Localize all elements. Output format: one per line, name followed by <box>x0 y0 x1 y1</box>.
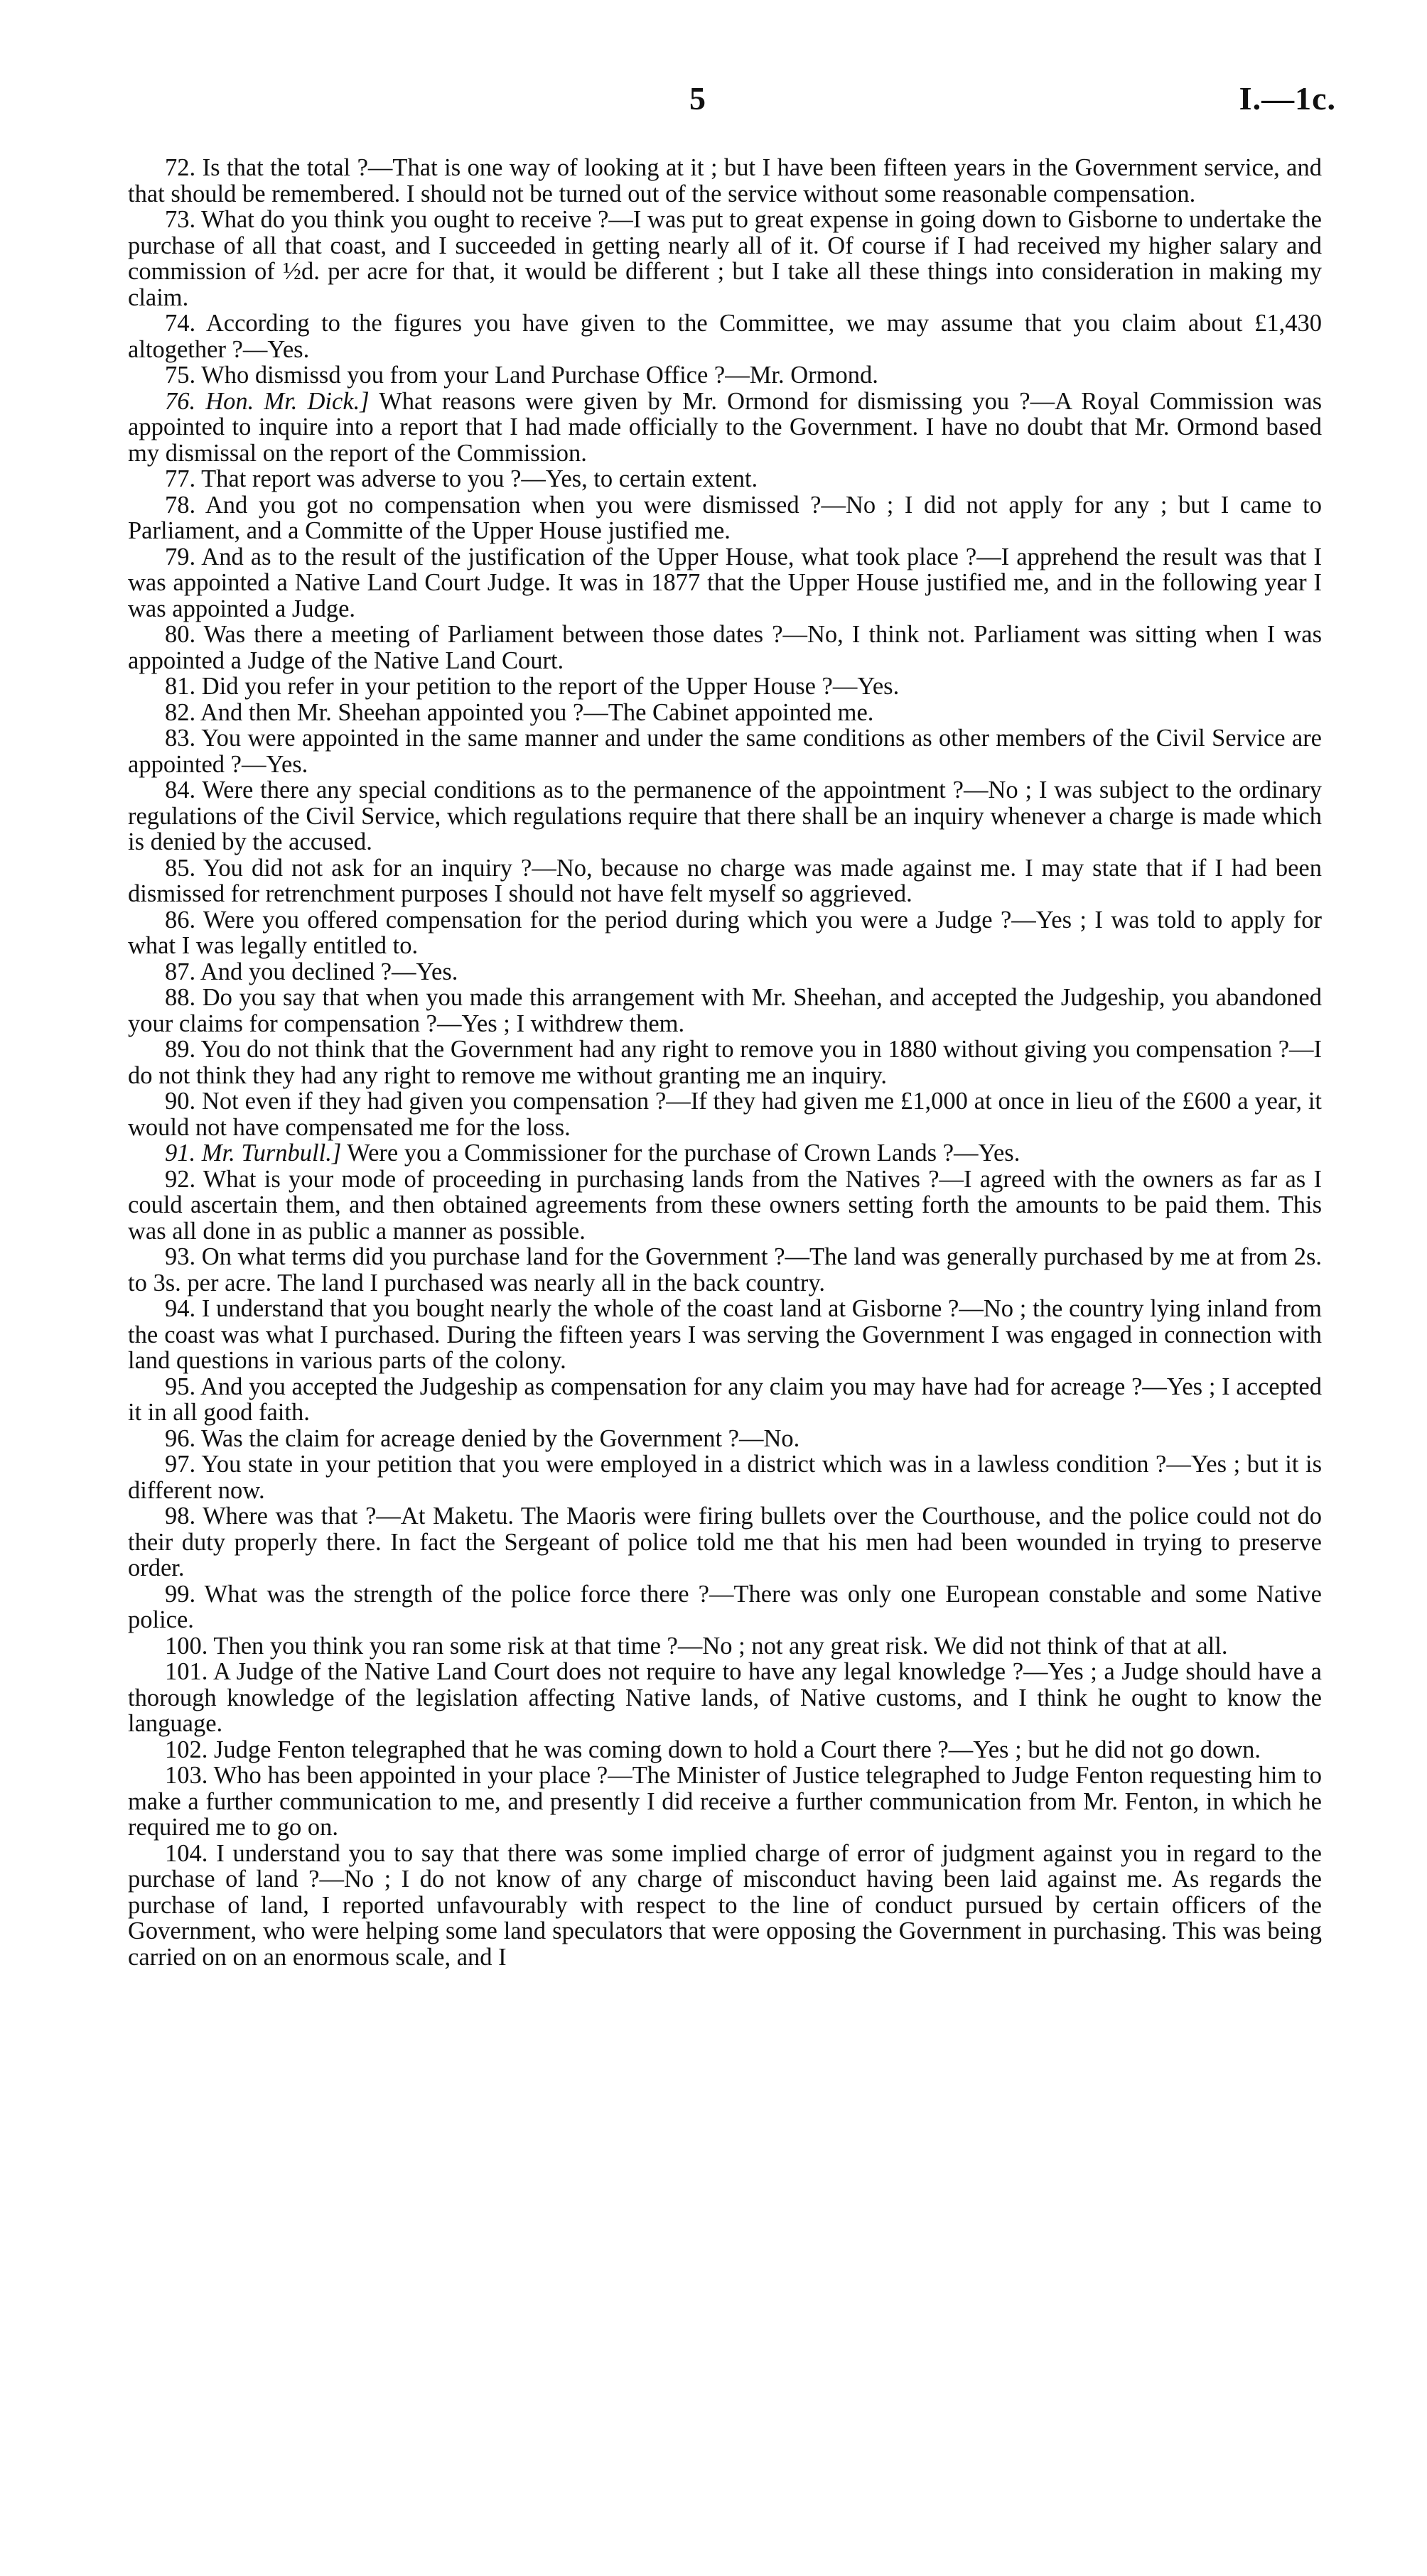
paragraph-text: 92. What is your mode of proceeding in purchasing lands from the Natives ?—I agreed with the owners as far as I could ascertain them, and then obtained agreements from these owners setting forth the amounts to be paid them. This was all done in as public a manner as possible. <box>128 1165 1322 1245</box>
paragraph-text: 103. Who has been appointed in your place ?—The Minister of Justice telegraphed to Judge Fenton requesting him to make a further communication to me, and presently I did receive a further communication from Mr. Fenton, in which he required me to go on. <box>128 1762 1322 1841</box>
testimony-paragraph <box>128 362 1322 389</box>
paragraph-text: 100. Then you think you ran some risk at that time ?—No ; not any great risk. We did not think of that at all. <box>165 1632 1228 1660</box>
testimony-paragraph <box>128 777 1322 855</box>
paragraph-text: 83. You were appointed in the same manner and under the same conditions as other members of the Civil Service are appointed ?—Yes. <box>128 725 1322 778</box>
paragraph-text: 90. Not even if they had given you compensation ?—If they had given me £1,000 at once in lieu of the £600 a year, it would not have compensated me for the loss. <box>128 1088 1322 1141</box>
testimony-paragraph <box>128 155 1322 207</box>
paragraph-text: Were you a Commissioner for the purchase of Crown Lands ?—Yes. <box>341 1140 1021 1167</box>
testimony-paragraph <box>128 1659 1322 1737</box>
paragraph-text: 74. According to the figures you have given to the Committee, we may assume that you claim about £1,430 altogether ?—Yes. <box>128 310 1322 363</box>
testimony-paragraph <box>128 1426 1322 1452</box>
testimony-paragraph <box>128 673 1322 700</box>
testimony-paragraph <box>128 1451 1322 1503</box>
paragraph-text: 79. And as to the result of the justification of the Upper House, what took place ?—I apprehend the result was that I was appointed a Native Land Court Judge. It was in 1877 that the Upper House justified me, and in the following year I was appointed a Judge. <box>128 543 1322 622</box>
testimony-paragraph <box>128 985 1322 1037</box>
testimony-paragraph <box>128 1737 1322 1763</box>
testimony-paragraph <box>128 1374 1322 1426</box>
testimony-paragraph <box>128 1633 1322 1660</box>
testimony-paragraph <box>128 1581 1322 1633</box>
paragraph-text: 84. Were there any special conditions as to the permanence of the appointment ?—No ; I was subject to the ordinary regulations of the Civil Service, which regulations require that there shall be an inquiry whenever a charge is made which is denied by the accused. <box>128 776 1322 855</box>
page-header <box>128 80 1336 129</box>
testimony-paragraph <box>128 1167 1322 1245</box>
testimony-paragraph <box>128 622 1322 673</box>
paragraph-text: 72. Is that the total ?—That is one way of looking at it ; but I have been fifteen years in the Government service, and that should be remembered. I should not be turned out of the service without some reasonable compensation. <box>128 154 1322 207</box>
paragraph-text: 95. And you accepted the Judgeship as compensation for any claim you may have had for acreage ?—Yes ; I accepted it in all good faith. <box>128 1373 1322 1426</box>
testimony-paragraph <box>128 700 1322 726</box>
paragraph-text: 85. You did not ask for an inquiry ?—No, because no charge was made against me. I may state that if I had been dismissed for retrenchment purposes I should not have felt myself so aggrieved. <box>128 854 1322 907</box>
paragraph-text: 82. And then Mr. Sheehan appointed you ?—The Cabinet appointed me. <box>165 698 874 726</box>
paragraph-text: 80. Was there a meeting of Parliament between those dates ?—No, I think not. Parliament was sitting when I was appointed a Judge of the Native Land Court. <box>128 621 1322 674</box>
testimony-paragraph <box>128 1244 1322 1296</box>
testimony-paragraph <box>128 310 1322 362</box>
testimony-body <box>128 155 1322 1970</box>
paragraph-text: What reasons were given by Mr. Ormond for dismissing you ?—A Royal Commission was appointed to inquire into a report that I had made officially to the Government. I have no doubt that Mr. Ormond based my dismissal on the report of the Commission. <box>128 387 1322 467</box>
testimony-paragraph <box>128 1140 1322 1167</box>
paragraph-text: 98. Where was that ?—At Maketu. The Maoris were firing bullets over the Courthouse, and the police could not do their duty properly there. In fact the Sergeant of police told me that his men had been wounded in trying to preserve order. <box>128 1503 1322 1581</box>
testimony-paragraph <box>128 466 1322 492</box>
testimony-paragraph <box>128 1503 1322 1581</box>
testimony-paragraph <box>128 855 1322 907</box>
paragraph-text: 77. That report was adverse to you ?—Yes, to certain extent. <box>165 465 758 492</box>
paragraph-text: 96. Was the claim for acreage denied by the Government ?—No. <box>165 1424 800 1452</box>
paragraph-text: 89. You do not think that the Government had any right to remove you in 1880 without giving you compensation ?—I do not think they had any right to remove me without granting me an inquiry. <box>128 1036 1322 1089</box>
paragraph-text: 73. What do you think you ought to receive ?—I was put to great expense in going down to Gisborne to undertake the purchase of all that coast, and I succeeded in getting nearly all of it. Of course if I had received my higher salary and commission of ½d. per acre for that, it would be different ; but I take all these things into consideration in making my claim. <box>128 206 1322 311</box>
paragraph-text: 97. You state in your petition that you were employed in a district which was in a lawless condition ?—Yes ; but it is different now. <box>128 1451 1322 1504</box>
paragraph-text: 102. Judge Fenton telegraphed that he was coming down to hold a Court there ?—Yes ; but he did not go down. <box>165 1736 1261 1763</box>
paragraph-text: 78. And you got no compensation when you were dismissed ?—No ; I did not apply for any ; but I came to Parliament, and a Committe of the Upper House justified me. <box>128 491 1322 544</box>
paragraph-text: 86. Were you offered compensation for the period during which you were a Judge ?—Yes ; I was told to apply for what I was legally entitled to. <box>128 906 1322 959</box>
speaker-attribution: 76. Hon. Mr. Dick.] <box>165 387 370 415</box>
paragraph-text: 99. What was the strength of the police force there ?—There was only one European constable and some Native police. <box>128 1580 1322 1633</box>
paragraph-text: 87. And you declined ?—Yes. <box>165 958 458 985</box>
paper-code: I.—1c. <box>1239 80 1336 117</box>
testimony-paragraph <box>128 1763 1322 1841</box>
testimony-paragraph <box>128 492 1322 544</box>
testimony-paragraph <box>128 725 1322 777</box>
testimony-paragraph <box>128 207 1322 310</box>
testimony-paragraph <box>128 544 1322 622</box>
paragraph-text: 93. On what terms did you purchase land for the Government ?—The land was generally purchased by me at from 2s. to 3s. per acre. The land I purchased was nearly all in the back country. <box>128 1243 1322 1297</box>
paragraph-text: 94. I understand that you bought nearly the whole of the coast land at Gisborne ?—No ; the country lying inland from the coast was what I purchased. During the fifteen years I was serving the Government I was engaged in connection with land questions in various parts of the colony. <box>128 1295 1322 1374</box>
testimony-paragraph <box>128 1841 1322 1971</box>
page-number: 5 <box>689 80 706 117</box>
testimony-paragraph <box>128 1037 1322 1088</box>
testimony-paragraph <box>128 389 1322 467</box>
speaker-attribution: 91. Mr. Turnbull.] <box>165 1140 342 1167</box>
paragraph-text: 75. Who dismissd you from your Land Purchase Office ?—Mr. Ormond. <box>165 362 878 389</box>
testimony-paragraph <box>128 959 1322 985</box>
paragraph-text: 81. Did you refer in your petition to the report of the Upper House ?—Yes. <box>165 673 900 700</box>
paragraph-text: 101. A Judge of the Native Land Court does not require to have any legal knowledge ?—Yes ; a Judge should have a thorough knowledge of the legislation affecting Native lands, of Native customs, and I think he ought to know the language. <box>128 1658 1322 1737</box>
testimony-paragraph <box>128 907 1322 959</box>
testimony-paragraph <box>128 1088 1322 1140</box>
paragraph-text: 104. I understand you to say that there was some implied charge of error of judgment against you in regard to the purchase of land ?—No ; I do not know of any charge of misconduct having been laid against me. As regards the purchase of land, I reported unfavourably with respect to the line of conduct pursued by certain officers of the Government, who were helping some land speculators that were opposing the Government in purchasing. This was being carried on on an enormous scale, and I <box>128 1839 1322 1971</box>
testimony-paragraph <box>128 1296 1322 1374</box>
paragraph-text: 88. Do you say that when you made this arrangement with Mr. Sheehan, and accepted the Judgeship, you abandoned your claims for compensation ?—Yes ; I withdrew them. <box>128 984 1322 1037</box>
